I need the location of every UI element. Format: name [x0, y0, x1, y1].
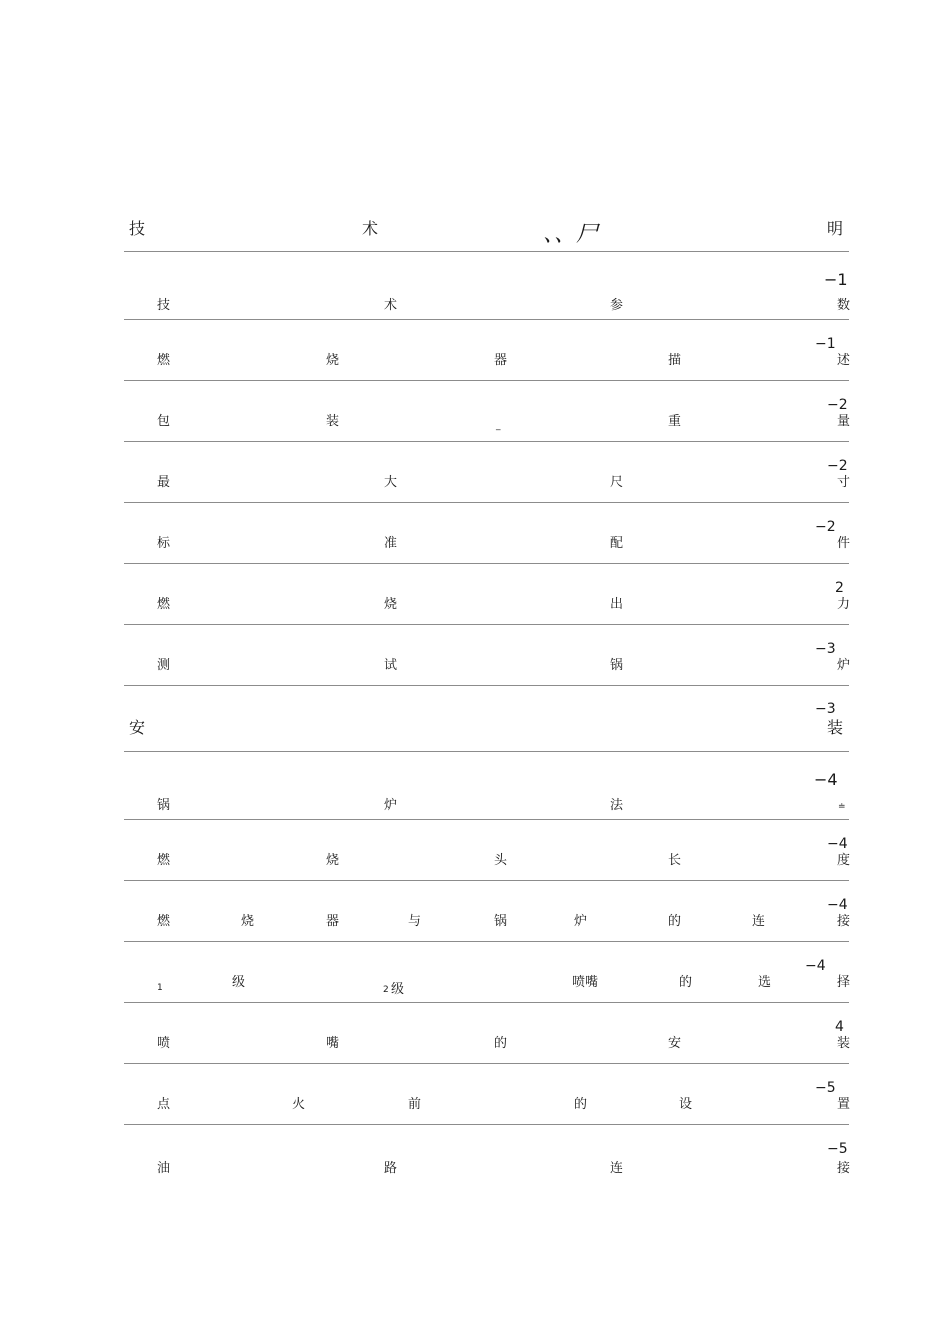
toc-entry-char: 级: [232, 975, 246, 990]
divider: [124, 1002, 849, 1003]
toc-entry-char: 设: [679, 1097, 693, 1112]
toc-entry-char: 的: [574, 1097, 588, 1112]
toc-title-char: 术: [362, 219, 379, 238]
toc-entry-char: 油: [157, 1161, 171, 1176]
toc-entry-char: 出: [610, 597, 624, 612]
toc-entry-char: 嘴: [326, 1036, 340, 1051]
toc-entry-char: 测: [157, 658, 171, 673]
toc-entry-char: 参: [610, 298, 624, 313]
toc-entry-char: 准: [384, 536, 398, 551]
divider: [124, 624, 849, 625]
toc-entry-char: 烧: [241, 914, 255, 929]
toc-entry-char: 尺: [610, 475, 624, 490]
toc-entry-char: ≐: [838, 802, 846, 812]
toc-entry-char: 喷嘴: [572, 975, 599, 990]
divider: [124, 819, 849, 820]
toc-page-number: 2: [835, 580, 844, 596]
toc-entry-char: 炉: [837, 658, 851, 673]
toc-title-char: 明: [827, 219, 844, 238]
toc-entry-char: 数: [837, 298, 851, 313]
divider: [124, 1063, 849, 1064]
toc-page-number: −2: [827, 397, 848, 413]
toc-entry-char: 描: [668, 353, 682, 368]
toc-entry-char: 置: [837, 1097, 851, 1112]
toc-entry-char: 接: [837, 1161, 851, 1176]
toc-page-number: −4: [827, 836, 848, 852]
toc-entry-char: 装: [827, 718, 844, 737]
toc-entry-char: 烧: [384, 597, 398, 612]
toc-entry-char: 择: [837, 975, 851, 990]
toc-entry-char: 炉: [384, 798, 398, 813]
toc-page-number: −5: [815, 1080, 836, 1096]
toc-entry-char: 喷: [157, 1036, 171, 1051]
toc-entry-char: 点: [157, 1097, 171, 1112]
toc-entry-char: 前: [408, 1097, 422, 1112]
toc-entry-char: 烧: [326, 853, 340, 868]
toc-title-char: 技: [129, 219, 146, 238]
toc-entry-char: 长: [668, 853, 682, 868]
toc-entry-char: 的: [679, 975, 693, 990]
toc-entry-char: 炉: [574, 914, 588, 929]
toc-entry-char: 燃: [157, 353, 171, 368]
toc-entry-char: 头: [494, 853, 508, 868]
divider: [124, 380, 849, 381]
toc-entry-char: 寸: [837, 475, 851, 490]
toc-page-number: −4: [814, 770, 838, 789]
divider: [124, 441, 849, 442]
toc-entry-char: 燃: [157, 914, 171, 929]
toc-page-number: −2: [815, 519, 836, 535]
divider: [124, 563, 849, 564]
divider: [124, 1124, 849, 1125]
toc-entry-char: 路: [384, 1161, 398, 1176]
toc-entry-char: 法: [610, 798, 624, 813]
toc-title-char: 、、尸: [543, 222, 599, 247]
toc-page-number: −1: [815, 336, 836, 352]
toc-page-number: −1: [824, 270, 848, 289]
toc-entry-char: 接: [837, 914, 851, 929]
toc-entry-char: 的: [668, 914, 682, 929]
toc-entry-char: 配: [610, 536, 624, 551]
toc-entry-char: 力: [837, 597, 851, 612]
toc-entry-char: 1: [157, 983, 163, 993]
divider: [124, 880, 849, 881]
toc-entry-char: 包: [157, 414, 171, 429]
toc-entry-char: 2: [383, 985, 389, 995]
toc-page-number: −4: [827, 897, 848, 913]
toc-entry-char: 度: [837, 853, 851, 868]
toc-entry-char: 与: [408, 914, 422, 929]
toc-page-number: −5: [827, 1141, 848, 1157]
toc-entry-char: 装: [326, 414, 340, 429]
divider: [124, 319, 849, 320]
toc-page-number: −3: [815, 701, 836, 717]
toc-page-number: −2: [827, 458, 848, 474]
toc-entry-char: 锅: [610, 658, 624, 673]
toc-entry-char: 连: [752, 914, 766, 929]
toc-entry-char: 重: [668, 414, 682, 429]
toc-entry-char: 装: [837, 1036, 851, 1051]
toc-entry-char: 锅: [157, 798, 171, 813]
toc-entry-char: 安: [129, 718, 146, 737]
toc-entry-char: 量: [837, 414, 851, 429]
divider: [124, 502, 849, 503]
toc-entry-char: 锅: [494, 914, 508, 929]
toc-entry-char: 燃: [157, 597, 171, 612]
toc-entry-char: 标: [157, 536, 171, 551]
divider: [124, 251, 849, 252]
toc-entry-char: 火: [292, 1097, 306, 1112]
divider: [124, 685, 849, 686]
toc-entry-char: 器: [494, 353, 508, 368]
toc-entry-char: 最: [157, 475, 171, 490]
toc-entry-char: _: [496, 421, 501, 431]
toc-entry-char: 件: [837, 536, 851, 551]
toc-entry-char: 连: [610, 1161, 624, 1176]
toc-entry-char: 燃: [157, 853, 171, 868]
toc-entry-char: 级: [391, 982, 405, 997]
toc-page-number: −3: [815, 641, 836, 657]
divider: [124, 751, 849, 752]
divider: [124, 941, 849, 942]
toc-entry-char: 大: [384, 475, 398, 490]
toc-entry-char: 器: [326, 914, 340, 929]
toc-entry-char: 述: [837, 353, 851, 368]
toc-page-number: −4: [805, 958, 826, 974]
toc-entry-char: 选: [758, 975, 772, 990]
toc-page-number: 4: [835, 1019, 844, 1035]
toc-entry-char: 安: [668, 1036, 682, 1051]
toc-entry-char: 烧: [326, 353, 340, 368]
toc-entry-char: 技: [157, 298, 171, 313]
toc-entry-char: 试: [384, 658, 398, 673]
toc-entry-char: 术: [384, 298, 398, 313]
toc-entry-char: 的: [494, 1036, 508, 1051]
